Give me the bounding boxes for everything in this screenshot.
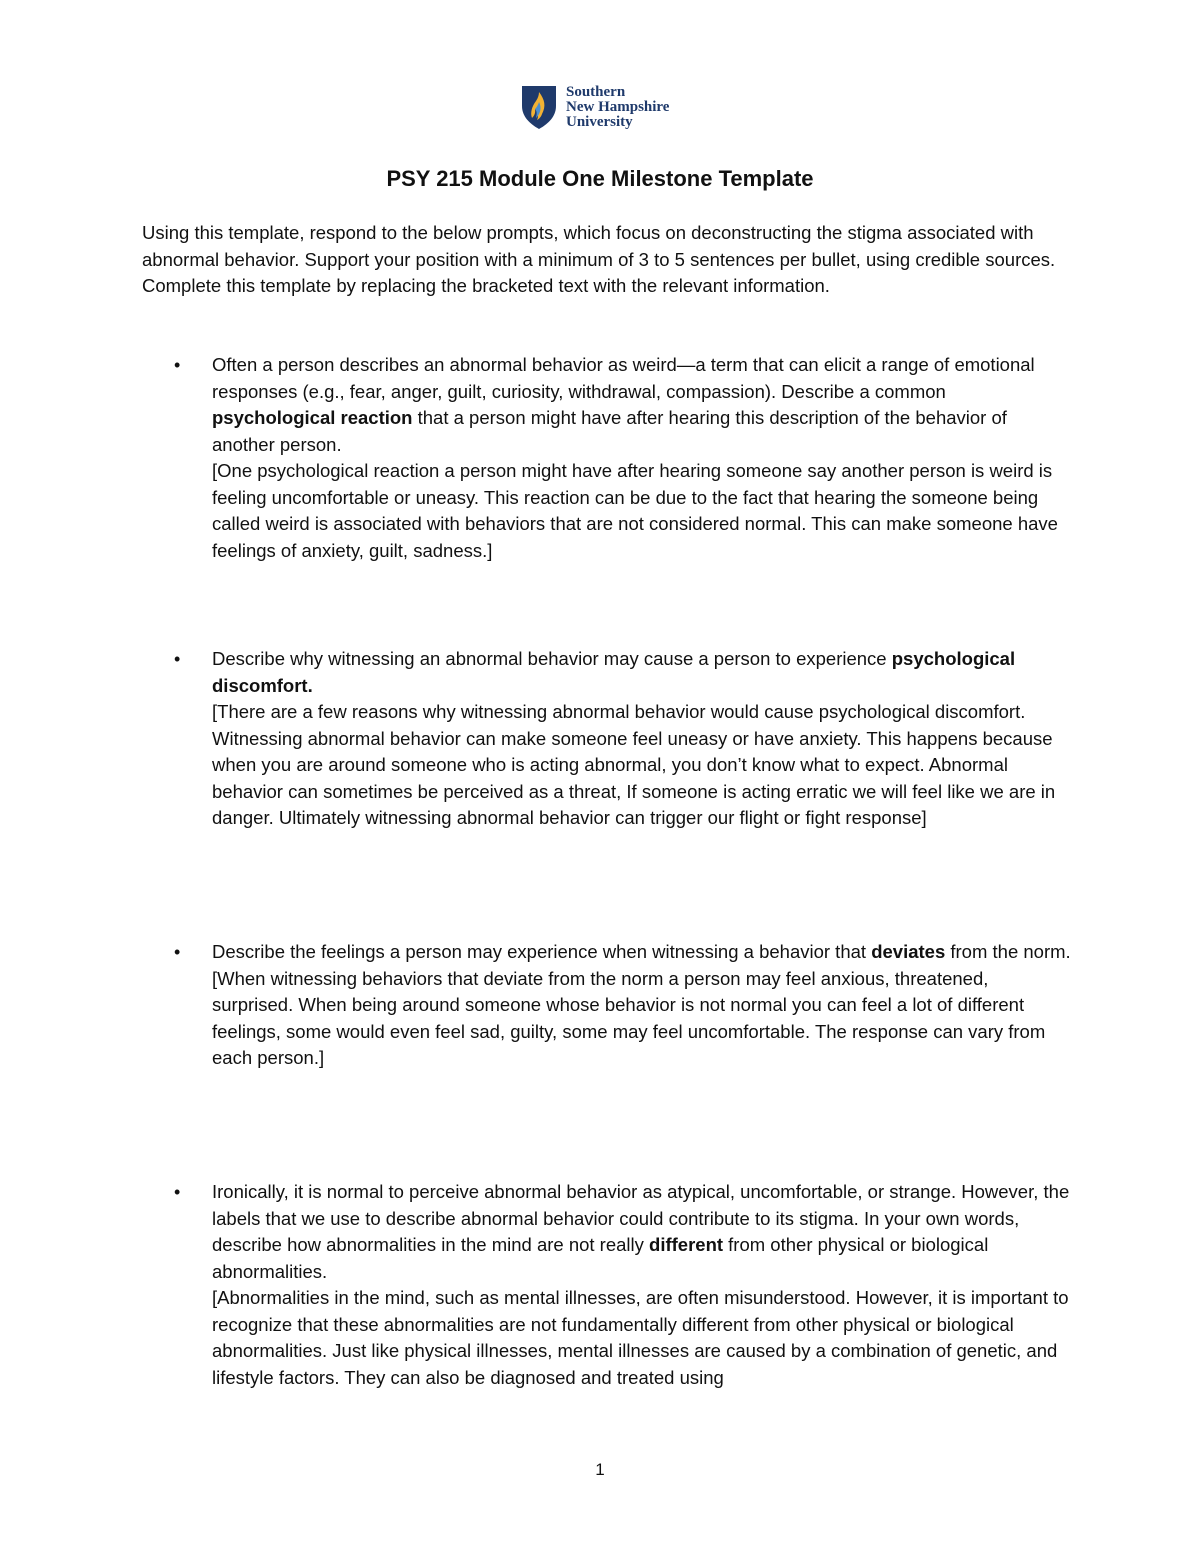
bullet-response: [One psychological reaction a person might have after hearing someone say another person is weird is feeling uncomfortable or uneasy. This reaction can be due to the fact that hearing the someone being called weird is associated with behaviors that are not considered normal. This can make someone have feelings of anxiety, guilt, sadness.] (212, 460, 1058, 561)
bullet-item (142, 1179, 1072, 1391)
logo-line: Southern (566, 83, 626, 100)
logo-line: New Hampshire (566, 98, 670, 115)
prompt-text: from the norm. (945, 941, 1071, 962)
bullet-content (212, 939, 1072, 1072)
document-title: PSY 215 Module One Milestone Template (386, 166, 814, 191)
prompt-text: Describe the feelings a person may experience when witnessing a behavior that (212, 941, 872, 962)
bullet-item (142, 646, 1072, 832)
bullet-icon: • (174, 355, 181, 375)
bullet-icon: • (174, 649, 181, 669)
prompt-text: from other physical or biological abnormalities. (212, 1234, 989, 1282)
bullet-prompt (212, 646, 1072, 699)
prompt-text: Often a person describes an abnormal behavior as weird—a term that can elicit a range of emotional responses (e.g., fear, anger, guilt, curiosity, withdrawal, compassion). Describe a common (212, 354, 1035, 402)
bullet-response: [When witnessing behaviors that deviate from the norm a person may feel anxious, threatened, surprised. When being around someone whose behavior is not normal you can feel a lot of different feelings, some would even feel sad, guilty, some may feel uncomfortable. The response can vary from each person.] (212, 967, 1046, 1068)
logo-line: University (566, 113, 633, 130)
prompt-emphasis: psychological discomfort. (212, 648, 1016, 696)
prompt-emphasis: psychological reaction (212, 407, 413, 428)
bullet-prompt (212, 1179, 1072, 1285)
bullet-content (212, 352, 1072, 564)
bullet-icon: • (174, 942, 181, 962)
shield-flame-icon (520, 84, 558, 130)
bullet-content (212, 646, 1072, 832)
intro-paragraph: Using this template, respond to the below prompts, which focus on deconstructing the stigma associated with abnormal behavior. Support your position with a minimum of 3 to 5 sentences per bullet, using credible sources. Complete this template by replacing the bracketed text with the relevant information. (142, 222, 1056, 296)
bullet-icon: • (174, 1182, 181, 1202)
bullet-item (142, 939, 1072, 1072)
bullet-prompt (212, 939, 1072, 966)
prompt-text: Describe why witnessing an abnormal behavior may cause a person to experience (212, 648, 892, 669)
bullet-response: [There are a few reasons why witnessing abnormal behavior would cause psychological discomfort. Witnessing abnormal behavior can make someone feel uneasy or have anxiety. This happens because when you are around someone who is acting abnormal, you don’t know what to expect. Abnormal behavior can sometimes be perceived as a threat, If someone is acting erratic we will feel like we are in danger. Ultimately witnessing abnormal behavior can trigger our flight or fight response] (212, 701, 1056, 828)
prompt-text: Ironically, it is normal to perceive abnormal behavior as atypical, uncomfortable, or strange. However, the labels that we use to describe abnormal behavior could contribute to its stigma. In your own words, describe how abnormalities in the mind are not really (212, 1181, 1070, 1255)
prompt-emphasis: deviates (871, 941, 946, 962)
bullet-response: [Abnormalities in the mind, such as mental illnesses, are often misunderstood. However, it is important to recognize that these abnormalities are not fundamentally different from other physical or biological abnormalities. Just like physical illnesses, mental illnesses are caused by a combination of genetic, and lifestyle factors. They can also be diagnosed and treated using (212, 1287, 1069, 1388)
prompt-text: that a person might have after hearing this description of the behavior of another person. (212, 407, 1007, 455)
university-logo (520, 84, 669, 130)
bullet-prompt (212, 352, 1072, 458)
bullet-content (212, 1179, 1072, 1391)
logo-wordmark (566, 85, 669, 130)
prompt-emphasis: different (649, 1234, 724, 1255)
bullet-item (142, 352, 1072, 564)
page-number: 1 (595, 1460, 605, 1479)
